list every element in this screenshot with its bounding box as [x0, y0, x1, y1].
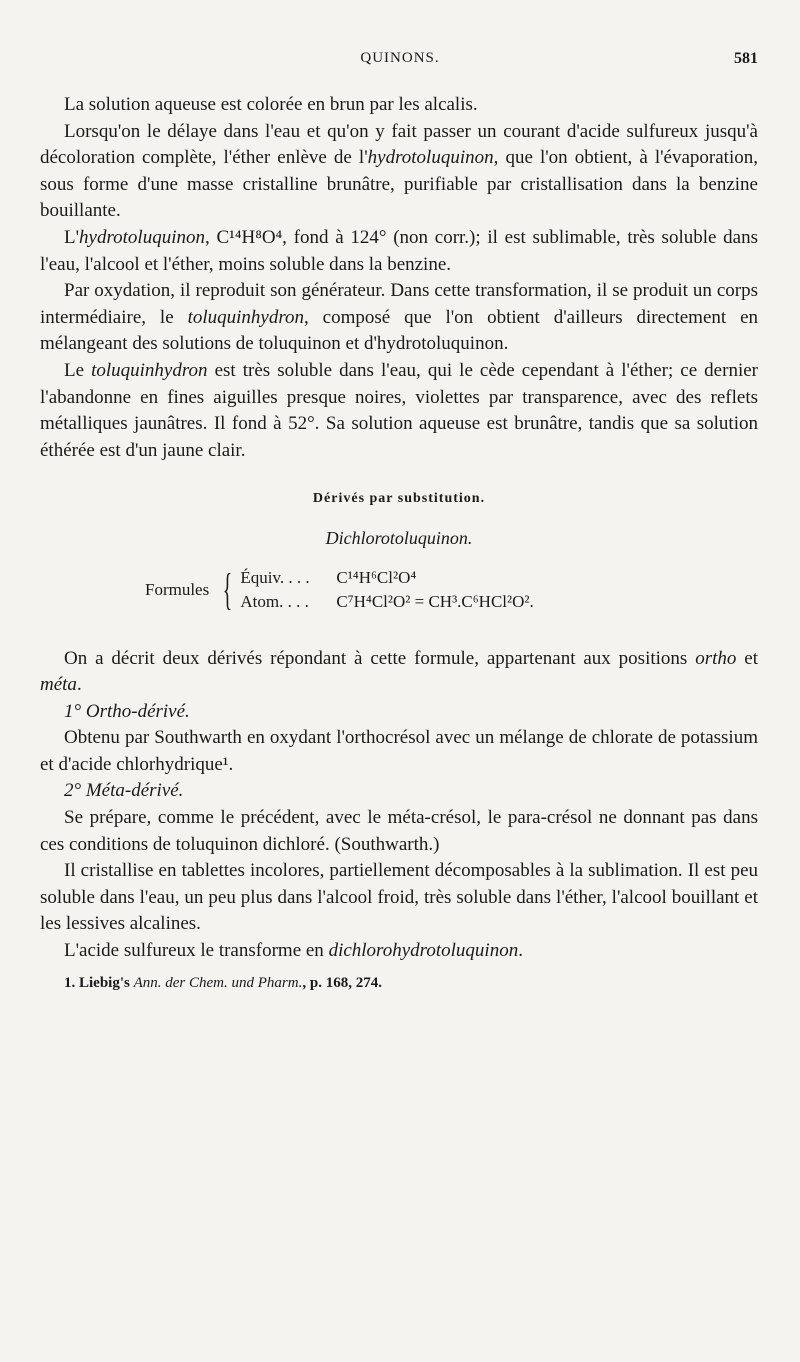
subheading-text: 2° Méta-dérivé.	[64, 780, 184, 802]
formula-key: Atom. . . .	[240, 591, 309, 611]
paragraph-meta-preparation: Se prépare, comme le précédent, avec le méta-crésol, le para-crésol ne donnant pas dans ces conditions de toluquinon dichloré. (Southwarth.)	[40, 807, 758, 855]
term-hydrotoluquinon: hydrotoluquinon	[79, 226, 205, 248]
text-run: On a décrit deux dérivés répondant à cette formule, appartenant aux positions	[64, 647, 696, 669]
subheading-text: 1° Ortho-dérivé.	[64, 700, 190, 722]
page-number: 581	[734, 50, 758, 67]
paragraph-sulfurous-transform	[40, 938, 758, 965]
text-run: , C¹⁴H⁸O⁴, fond à 124° (non corr.); il est sublimable, très soluble dans l'eau, l'alcool et l'éther, moins soluble dans la benzine.	[40, 226, 758, 275]
term-toluquinhydron: toluquinhydron	[187, 306, 305, 328]
formula-row-atom	[240, 590, 533, 614]
footnote-prefix: 1. Liebig's	[64, 974, 134, 991]
term-hydrotoluquinon: hydrotoluquinon	[367, 147, 494, 169]
text-run: .	[518, 940, 523, 962]
running-title: QUINONS.	[360, 50, 440, 66]
paragraph-two-derivatives	[40, 646, 758, 699]
text-run: .	[76, 674, 82, 696]
paragraph-hydrotoluquinon-properties	[40, 225, 758, 278]
term-ortho: ortho	[695, 647, 737, 669]
formula-row-equiv	[240, 566, 533, 590]
footnote-source: Ann. der Chem. und Pharm.	[133, 974, 303, 991]
term-meta: méta	[40, 674, 77, 696]
formula-rows	[240, 566, 533, 614]
text-run: Par oxydation, il reproduit son générateur. Dans cette transformation, il se produit un corps intermédiaire, le	[40, 280, 758, 328]
footnote	[40, 973, 758, 993]
paragraph-toluquinhydron-properties	[40, 358, 758, 464]
heading-ortho-derivative	[40, 699, 758, 726]
formula-value: C¹⁴H⁶Cl²O⁴	[336, 567, 417, 587]
text-run: , que l'on obtient, à l'évaporation, sous forme d'une masse cristalline brunâtre, purifiable par cristallisation dans la benzine bouillante.	[40, 147, 758, 222]
text-run: et	[736, 647, 758, 669]
paragraph-sulfurous-acid	[40, 119, 758, 225]
term-dichlorohydrotoluquinon: dichlorohydrotoluquinon	[328, 940, 519, 962]
paragraph-ortho-preparation: Obtenu par Southwarth en oxydant l'orthocrésol avec un mélange de chlorate de potassium et d'acide chlorhydrique¹.	[40, 727, 758, 775]
text-run: Le	[64, 359, 92, 381]
page-body	[40, 92, 758, 993]
formula-label: Formules	[145, 579, 210, 599]
term-toluquinhydron: toluquinhydron	[91, 359, 208, 381]
text-run: , composé que l'on obtient d'ailleurs directement en mélangeant des solutions de toluquinon et d'hydrotoluquinon.	[40, 306, 758, 355]
formula-value: C⁷H⁴Cl²O² = CH³.C⁶HCl²O².	[336, 591, 534, 611]
compound-name: Dichlorotoluquinon.	[325, 527, 473, 548]
paragraph-meta-properties: Il cristallise en tablettes incolores, partiellement décomposables à la sublimation. Il est peu soluble dans l'eau, un peu plus dans l'alcool froid, très soluble dans l'éther, l'alcool bouillant et les lessives alcalines.	[40, 860, 758, 935]
paragraph-oxidation	[40, 278, 758, 358]
text-run: L'acide sulfureux le transforme en	[64, 940, 329, 962]
formula-block	[145, 566, 758, 614]
heading-meta-derivative	[40, 778, 758, 805]
formula-key: Équiv. . . .	[240, 567, 310, 587]
footnote-suffix: , p. 168, 274.	[302, 974, 382, 991]
brace-glyph: {	[223, 564, 233, 614]
text-run: Lorsqu'on le délaye dans l'eau et qu'on y fait passer un courant d'acide sulfureux jusqu'à décoloration complète, l'éther enlève de l'	[40, 120, 758, 169]
text-run: est très soluble dans l'eau, qui le cède cependant à l'éther; ce dernier l'abandonne en fines aiguilles presque noires, violettes par transparence, avec des reflets métalliques jaunâtres. Il fond à 52°. Sa solution aqueuse est brunâtre, tandis que sa solution éthérée est d'un jaune clair.	[40, 359, 758, 461]
section-title: Dérivés par substitution.	[312, 491, 486, 507]
spacer	[40, 614, 758, 646]
text-run: L'	[64, 226, 80, 248]
paragraph-alkali-color: La solution aqueuse est colorée en brun par les alcalis.	[64, 94, 478, 115]
page-header	[0, 50, 800, 74]
